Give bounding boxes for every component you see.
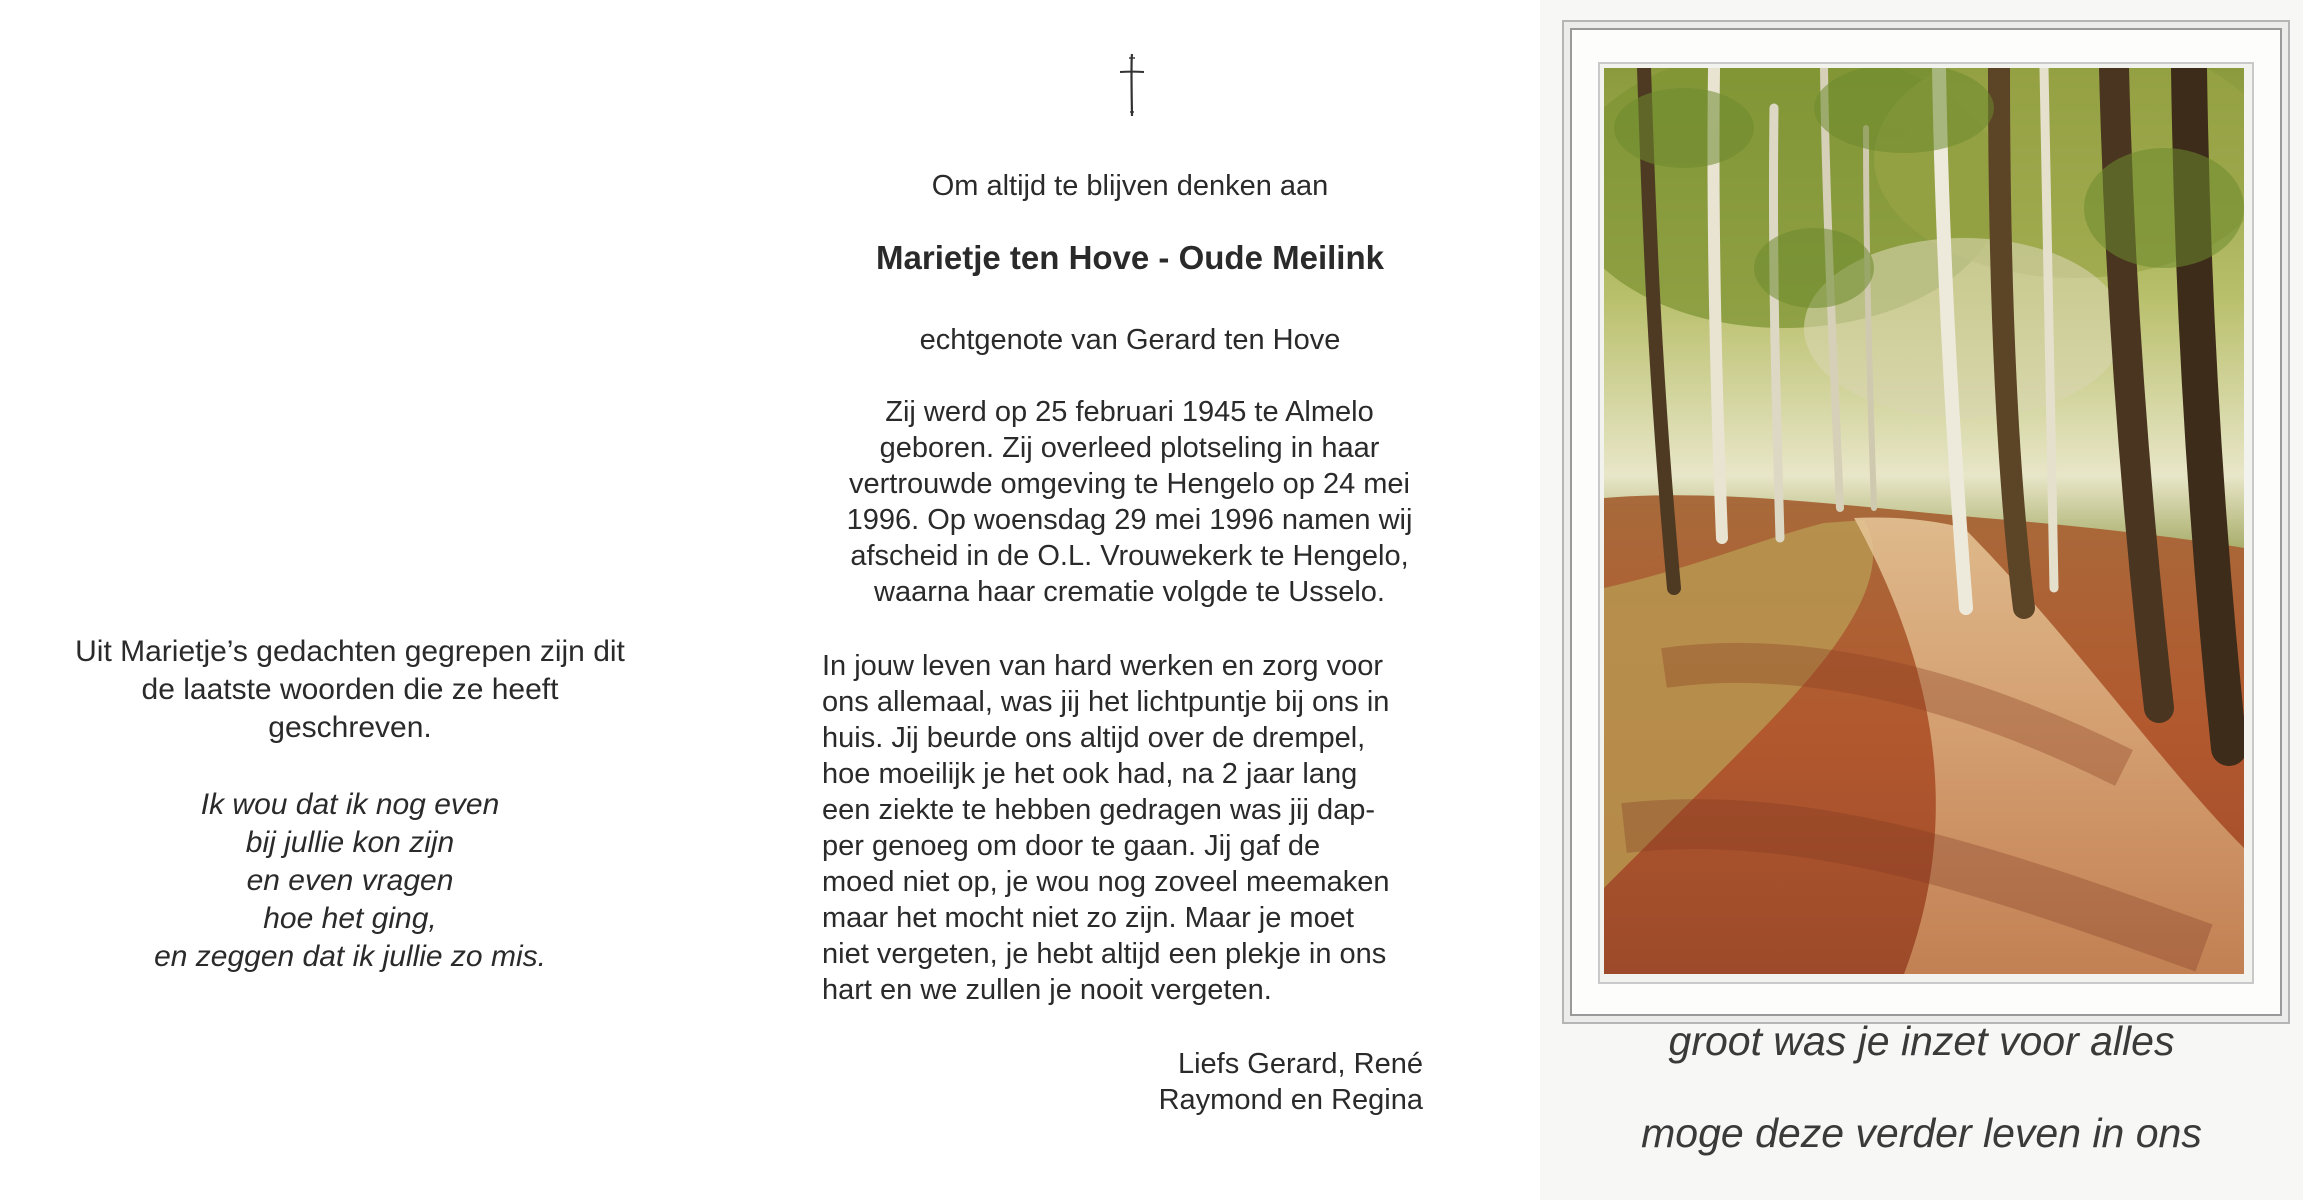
signature-line: Liefs Gerard, René [1177,1048,1423,1080]
tribute [822,648,1437,1008]
memorial-quote-intro [40,633,660,747]
biography [822,394,1437,610]
intro-line: geschreven. [268,711,432,744]
poem [40,786,660,976]
tribute-line: moed niet op, je wou nog zoveel meemaken [822,866,1390,898]
tribute-line: ons allemaal, was jij het lichtpuntje bij ons in [822,686,1390,718]
intro-line: Uit Marietje’s gedachten gegrepen zijn dit [75,635,625,668]
tribute-line: per genoeg om door te gaan. Jij gaf de [822,830,1321,862]
tribute-line: hart en we zullen je nooit vergeten. [822,974,1272,1006]
poem-line: en even vragen [246,864,454,897]
biography-line: afscheid in de O.L. Vrouwekerk te Hengelo, [850,540,1409,572]
biography-line: vertrouwde omgeving te Hengelo op 24 mei [849,468,1410,500]
spouse-line: echtgenote van Gerard ten Hove [919,324,1341,356]
intro-line: de laatste woorden die ze heeft [141,673,559,706]
deceased-name: Marietje ten Hove - Oude Meilink [876,239,1384,276]
tribute-line: een ziekte te hebben gedragen was jij dap- [822,794,1375,826]
signature-line: Raymond en Regina [1158,1084,1423,1116]
remembrance-intro: Om altijd te blijven denken aan [931,170,1329,202]
biography-line: geboren. Zij overleed plotseling in haar [879,432,1380,464]
biography-line: 1996. Op woensdag 29 mei 1996 namen wij [846,504,1413,536]
tribute-line: In jouw leven van hard werken en zorg voor [822,650,1383,682]
biography-line: waarna haar crematie volgde te Usselo. [874,576,1385,608]
tribute-line: huis. Jij beurde ons altijd over de drempel, [822,722,1366,754]
tribute-line: hoe moeilijk je het ook had, na 2 jaar lang [822,758,1358,790]
tribute-line: maar het mocht niet zo zijn. Maar je moet [822,902,1354,934]
poem-line: bij jullie kon zijn [245,826,455,859]
cross-icon [1112,52,1152,118]
biography-line: Zij werd op 25 februari 1945 te Almelo [885,396,1374,428]
left-panel [0,0,700,1200]
signature [1000,1046,1423,1118]
poem-line: hoe het ging, [263,902,437,935]
photo-caption-line: groot was je inzet voor alles [1668,1018,2175,1064]
forest-path-photo [1604,68,2244,974]
photo-caption-line: moge deze verder leven in ons [1641,1110,2202,1156]
poem-line: en zeggen dat ik jullie zo mis. [154,940,546,973]
tribute-line: niet vergeten, je hebt altijd een plekje in ons [822,938,1387,970]
poem-line: Ik wou dat ik nog even [200,788,500,821]
